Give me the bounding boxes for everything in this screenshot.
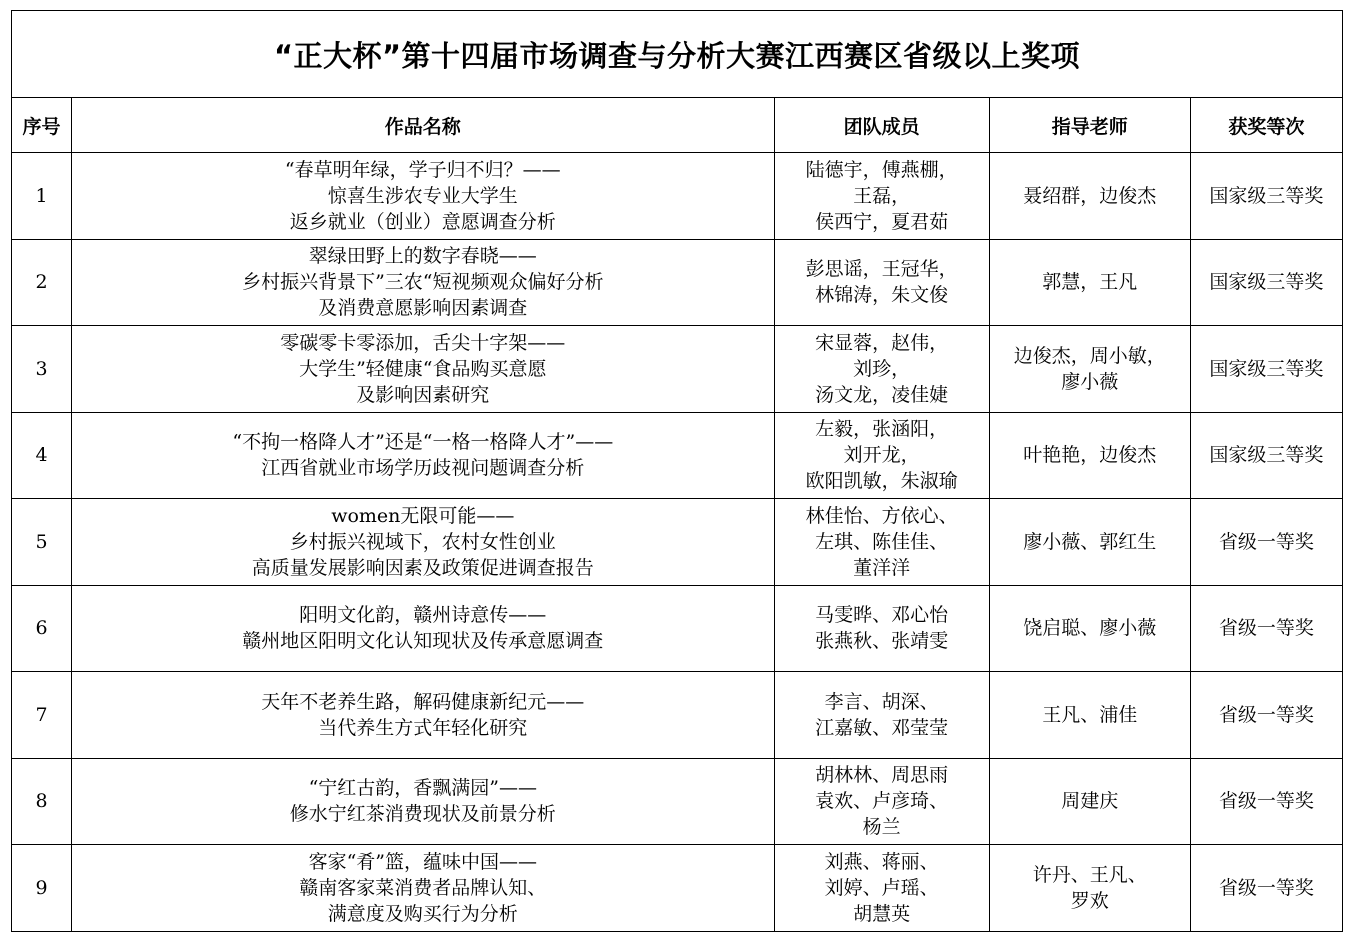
work-title-cell [72, 326, 775, 413]
team-members-cell-line: 胡林林、周思雨 [815, 764, 949, 787]
team-members-cell-line: 刘开龙， [843, 444, 920, 467]
work-title-cell-line: 大学生”轻健康“食品购买意愿 [299, 357, 547, 380]
advisor-cell [989, 499, 1190, 586]
advisor-cell [989, 585, 1190, 672]
advisor-cell-line: 王凡、浦佳 [1042, 703, 1138, 726]
work-title-cell-line: 江西省就业市场学历歧视问题调查分析 [261, 457, 585, 480]
work-title-cell-line: 当代养生方式年轻化研究 [318, 716, 528, 739]
advisor-cell [989, 326, 1190, 413]
team-members-cell-line: 王磊， [853, 184, 911, 207]
work-title-cell-line: 返乡就业（创业）意愿调查分析 [289, 210, 556, 233]
work-title-cell-line: 天年不老养生路，解码健康新纪元—— [261, 690, 585, 713]
seq-cell: 5 [12, 499, 72, 586]
work-title-cell [72, 845, 775, 932]
work-title-cell-line: “宁红古韵，香飘满园”—— [308, 777, 537, 800]
team-members-cell-line: 汤文龙，凌佳婕 [815, 383, 949, 406]
team-members-cell-line: 马雯晔、邓心怡 [815, 604, 949, 627]
team-members-cell-line: 宋显蓉，赵伟， [815, 331, 949, 354]
award-cell: 省级一等奖 [1190, 758, 1342, 845]
advisor-cell-line: 叶艳艳，边俊杰 [1023, 444, 1157, 467]
advisor-cell-line: 聂绍群，边俊杰 [1023, 184, 1157, 207]
work-title-cell-line: 赣州地区阳明文化认知现状及传承意愿调查 [242, 630, 604, 653]
work-title-cell-line: women无限可能—— [331, 504, 515, 527]
header-row [12, 98, 1343, 153]
team-members-cell [774, 412, 989, 499]
seq-cell: 8 [12, 758, 72, 845]
advisor-cell [989, 758, 1190, 845]
team-members-cell-line: 刘珍， [853, 357, 911, 380]
advisor-cell [989, 153, 1190, 240]
advisor-cell-line: 廖小薇 [1061, 370, 1119, 393]
work-title-cell-line: 乡村振兴背景下”三农“短视频观众偏好分析 [242, 271, 604, 294]
award-cell: 国家级三等奖 [1190, 412, 1342, 499]
seq-cell: 7 [12, 672, 72, 759]
header-work: 作品名称 [72, 98, 775, 153]
team-members-cell-line: 杨兰 [862, 816, 901, 839]
awards-table [11, 10, 1343, 932]
team-members-cell [774, 153, 989, 240]
team-members-cell [774, 672, 989, 759]
award-cell: 国家级三等奖 [1190, 239, 1342, 326]
team-members-cell [774, 326, 989, 413]
work-title-cell [72, 499, 775, 586]
table-row [12, 672, 1343, 759]
work-title-cell-line: 惊喜生涉农专业大学生 [327, 184, 518, 207]
team-members-cell-line: 林锦涛，朱文俊 [815, 284, 949, 307]
table-row [12, 412, 1343, 499]
award-cell: 省级一等奖 [1190, 585, 1342, 672]
team-members-cell [774, 239, 989, 326]
work-title-cell-line: 高质量发展影响因素及政策促进调查报告 [251, 556, 594, 579]
advisor-cell-line: 边俊杰，周小敏， [1013, 344, 1166, 367]
work-title-cell-line: 乡村振兴视域下，农村女性创业 [289, 530, 556, 553]
work-title-cell-line: 及影响因素研究 [356, 383, 490, 406]
team-members-cell [774, 499, 989, 586]
award-cell: 省级一等奖 [1190, 845, 1342, 932]
seq-cell: 1 [12, 153, 72, 240]
work-title-cell [72, 239, 775, 326]
table-row [12, 585, 1343, 672]
team-members-cell-line: 欧阳凯敏，朱淑瑜 [805, 470, 958, 493]
advisor-cell-line: 罗欢 [1070, 889, 1109, 912]
team-members-cell-line: 林佳怡、方依心、 [805, 504, 958, 527]
team-members-cell-line: 袁欢、卢彦琦、 [815, 790, 949, 813]
table-row [12, 845, 1343, 932]
advisor-cell [989, 672, 1190, 759]
work-title-cell-line: 及消费意愿影响因素调查 [318, 297, 528, 320]
work-title-cell-line: 满意度及购买行为分析 [327, 902, 518, 925]
table-row [12, 758, 1343, 845]
team-members-cell [774, 758, 989, 845]
team-members-cell-line: 彭思谣，王冠华， [805, 258, 958, 281]
table-row [12, 326, 1343, 413]
advisor-cell-line: 饶启聪、廖小薇 [1023, 617, 1157, 640]
work-title-cell [72, 672, 775, 759]
award-cell: 省级一等奖 [1190, 672, 1342, 759]
work-title-cell [72, 585, 775, 672]
table-row [12, 499, 1343, 586]
work-title-cell-line: “不拘一格降人才”还是“一格一格降人才”—— [232, 431, 614, 454]
header-advisor: 指导老师 [989, 98, 1190, 153]
header-seq: 序号 [12, 98, 72, 153]
team-members-cell [774, 845, 989, 932]
table-row [12, 153, 1343, 240]
work-title-cell [72, 412, 775, 499]
team-members-cell-line: 陆德宇，傅燕棚， [805, 158, 958, 181]
award-cell: 国家级三等奖 [1190, 326, 1342, 413]
award-cell: 省级一等奖 [1190, 499, 1342, 586]
seq-cell: 6 [12, 585, 72, 672]
team-members-cell-line: 江嘉敏、邓莹莹 [815, 716, 949, 739]
title-row [12, 11, 1343, 98]
seq-cell: 4 [12, 412, 72, 499]
team-members-cell-line: 李言、胡深、 [824, 690, 939, 713]
seq-cell: 2 [12, 239, 72, 326]
seq-cell: 3 [12, 326, 72, 413]
team-members-cell-line: 侯西宁，夏君茹 [815, 210, 949, 233]
work-title-cell-line: 客家“肴”篮，蕴味中国—— [308, 850, 537, 873]
work-title-cell-line: 赣南客家菜消费者品牌认知、 [299, 876, 547, 899]
advisor-cell-line: 郭慧，王凡 [1042, 271, 1138, 294]
table-row [12, 239, 1343, 326]
header-award: 获奖等次 [1190, 98, 1342, 153]
advisor-cell [989, 845, 1190, 932]
team-members-cell-line: 左毅，张涵阳， [815, 418, 949, 441]
work-title-cell-line: “春草明年绿，学子归不归？—— [284, 158, 561, 181]
table-title: “正大杯”第十四届市场调查与分析大赛江西赛区省级以上奖项 [12, 11, 1343, 98]
work-title-cell-line: 修水宁红茶消费现状及前景分析 [289, 803, 556, 826]
work-title-cell [72, 153, 775, 240]
team-members-cell-line: 左琪、陈佳佳、 [815, 530, 949, 553]
advisor-cell-line: 廖小薇、郭红生 [1023, 530, 1157, 553]
work-title-cell-line: 零碳零卡零添加，舌尖十字架—— [280, 331, 566, 354]
header-team: 团队成员 [774, 98, 989, 153]
advisor-cell [989, 412, 1190, 499]
advisor-cell-line: 周建庆 [1061, 790, 1119, 813]
team-members-cell [774, 585, 989, 672]
team-members-cell-line: 张燕秋、张靖雯 [815, 630, 949, 653]
team-members-cell-line: 刘燕、蒋丽、 [824, 850, 939, 873]
team-members-cell-line: 刘婷、卢瑶、 [824, 876, 939, 899]
advisor-cell [989, 239, 1190, 326]
team-members-cell-line: 胡慧英 [853, 902, 911, 925]
seq-cell: 9 [12, 845, 72, 932]
award-cell: 国家级三等奖 [1190, 153, 1342, 240]
advisor-cell-line: 许丹、王凡、 [1032, 863, 1147, 886]
work-title-cell-line: 翠绿田野上的数字春晓—— [308, 245, 537, 268]
work-title-cell-line: 阳明文化韵，赣州诗意传—— [299, 604, 547, 627]
work-title-cell [72, 758, 775, 845]
team-members-cell-line: 董洋洋 [853, 556, 911, 579]
